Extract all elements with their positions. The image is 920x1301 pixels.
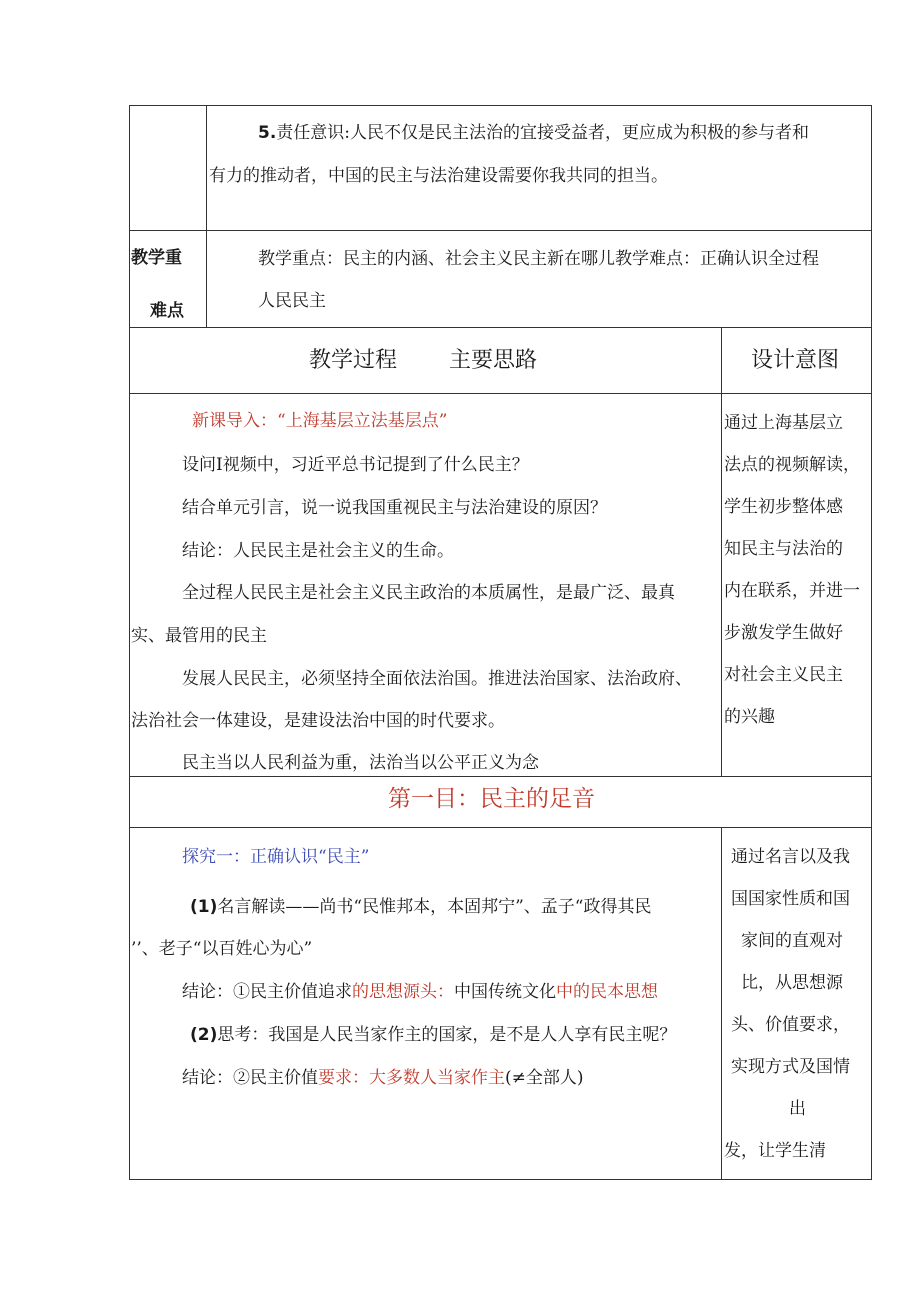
question-1-number: (1) [190, 897, 218, 917]
intro-question-1: 设问I视频中，习近平总书记提到了什么民主？ [182, 455, 529, 475]
design-intent-2-line-3: 家间的直观对 [741, 931, 843, 951]
design-intent-1-line-5: 内在联系，并进一 [724, 581, 860, 601]
row-divider-2 [129, 327, 872, 328]
header-main-idea: 主要思路 [449, 348, 538, 373]
section-title: 第一目：民主的足音 [388, 786, 595, 812]
conclusion-1-prefix: 结论：①民主价值追求 [182, 982, 352, 1002]
intro-question-2: 结合单元引言，说一说我国重视民主与法治建设的原因？ [182, 498, 607, 518]
key-difficult-line-2: 人民民主 [258, 291, 326, 311]
key-difficult-line-1: 教学重点：民主的内涵、社会主义民主新在哪儿教学难点：正确认识全过程 [258, 249, 819, 269]
design-intent-1-line-1: 通过上海基层立 [724, 413, 843, 433]
question-2-text: 思考：我国是人民当家作主的国家，是不是人人享有民主呢？ [217, 1025, 677, 1045]
design-intent-2-line-1: 通过名言以及我 [731, 847, 850, 867]
header-design-intent: 设计意图 [751, 348, 840, 373]
design-intent-2-line-6: 实现方式及国情 [731, 1057, 850, 1077]
design-intent-1-line-4: 知民主与法治的 [724, 539, 843, 559]
design-intent-1-line-2: 法点的视频解读， [724, 455, 860, 475]
intro-paragraph-5b: 法治社会一体建设，是建设法治中国的时代要求。 [131, 711, 505, 731]
table-border-right [871, 105, 872, 1180]
row-divider-4 [129, 776, 872, 777]
key-difficult-label-2: 难点 [150, 301, 184, 321]
design-intent-2-line-5: 头、价值要求， [731, 1015, 850, 1035]
explore-heading: 探究一：正确认识“民主” [182, 847, 370, 867]
question-1-line-1 [190, 896, 651, 918]
header-teaching-process: 教学过程 [309, 348, 398, 373]
design-intent-2-line-8: 发，让学生清 [724, 1141, 826, 1161]
question-2-number: (2) [190, 1025, 218, 1045]
conclusion-2-prefix: 结论：②民主价值 [182, 1068, 318, 1088]
design-intent-2-line-2: 国国家性质和国 [731, 889, 850, 909]
intro-paragraph-6: 民主当以人民利益为重，法治当以公平正义为念 [182, 753, 539, 773]
conclusion-2-requirement: 要求：大多数人当家作主 [318, 1068, 505, 1088]
item-number: 5. [258, 123, 277, 143]
design-column-divider-2 [721, 827, 722, 1180]
conclusion-1-culture: 中国传统文化 [454, 982, 556, 1002]
row-divider-5 [129, 827, 872, 828]
conclusion-1-thought: 中的民本思想 [556, 982, 658, 1002]
design-intent-1-line-8: 的兴趣 [724, 707, 775, 727]
design-column-divider-1 [721, 327, 722, 777]
row-divider-1 [129, 230, 872, 231]
key-difficult-label-1: 教学重 [131, 248, 182, 268]
intro-paragraph-5a: 发展人民民主，必须坚持全面依法治国。推进法治国家、法治政府、 [182, 669, 692, 689]
design-intent-1-line-7: 对社会主义民主 [724, 665, 843, 685]
table-border-top [129, 105, 872, 106]
intro-conclusion: 结论：人民民主是社会主义的生命。 [182, 541, 454, 561]
design-intent-2-line-4: 比，从思想源 [741, 973, 843, 993]
question-1-line-2: ’’、老子“以百姓心为心” [131, 939, 313, 959]
intro-paragraph-4a: 全过程人民民主是社会主义民主政治的本质属性，是最广泛、最真 [182, 583, 675, 603]
question-1-text: 名言解读——尚书“民惟邦本，本固邦宁”、孟子“政得其民 [217, 897, 652, 917]
conclusion-2-note: (≠全部人) [505, 1068, 584, 1088]
intro-paragraph-4b: 实、最管用的民主 [131, 626, 267, 646]
row-divider-3 [129, 393, 872, 394]
label-column-divider [206, 105, 207, 328]
question-2 [190, 1024, 676, 1046]
conclusion-2 [182, 1067, 584, 1089]
table-border-left [129, 105, 130, 1180]
responsibility-text-1: 责任意识:人民不仅是民主法治的宜接受益者，更应成为积极的参与者和 [276, 123, 810, 143]
responsibility-line-1 [258, 122, 809, 144]
conclusion-1 [182, 981, 658, 1003]
table-border-bottom [129, 1179, 872, 1180]
conclusion-1-source: 的思想源头： [352, 982, 454, 1002]
design-intent-1-line-6: 步激发学生做好 [724, 623, 843, 643]
design-intent-2-line-7: 出 [789, 1099, 806, 1119]
intro-heading: 新课导入：“上海基层立法基层点” [192, 411, 448, 431]
responsibility-line-2: 有力的推动者，中国的民主与法治建设需要你我共同的担当。 [209, 166, 668, 186]
design-intent-1-line-3: 学生初步整体感 [724, 497, 843, 517]
